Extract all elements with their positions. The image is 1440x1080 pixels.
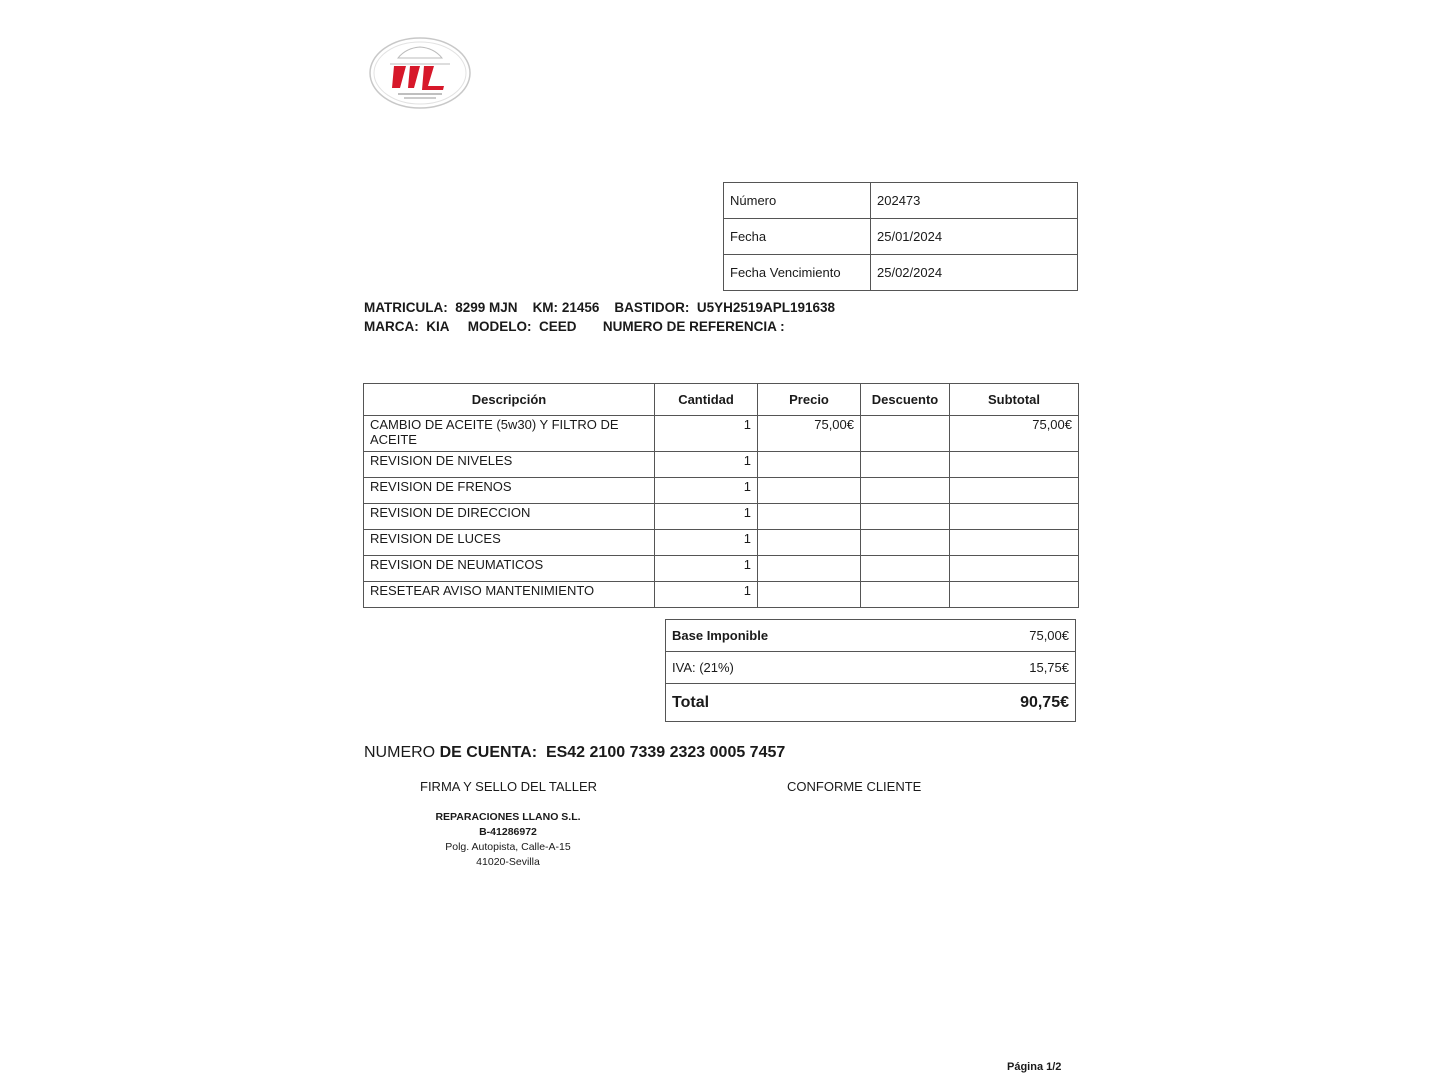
items-header-row bbox=[364, 384, 1079, 416]
marca-label: MARCA: bbox=[364, 319, 419, 334]
item-discount bbox=[861, 530, 950, 556]
item-price bbox=[758, 504, 861, 530]
matricula-value: 8299 MJN bbox=[455, 300, 518, 315]
item-qty: 1 bbox=[655, 478, 758, 504]
info-value: 202473 bbox=[871, 183, 1078, 219]
base-label: Base Imponible bbox=[666, 620, 919, 652]
item-price bbox=[758, 452, 861, 478]
table-row bbox=[364, 416, 1079, 452]
km-label: KM: bbox=[532, 300, 559, 315]
item-desc: RESETEAR AVISO MANTENIMIENTO bbox=[364, 582, 655, 608]
header-descripcion: Descripción bbox=[364, 384, 655, 416]
item-subtotal: 75,00€ bbox=[950, 416, 1079, 452]
item-price: 75,00€ bbox=[758, 416, 861, 452]
table-row bbox=[364, 504, 1079, 530]
item-discount bbox=[861, 582, 950, 608]
item-discount bbox=[861, 416, 950, 452]
company-name: REPARACIONES LLANO S.L. bbox=[435, 811, 581, 823]
company-stamp bbox=[430, 810, 586, 870]
company-address: Polg. Autopista, Calle-A-15 bbox=[445, 841, 571, 853]
km-value: 21456 bbox=[561, 300, 600, 315]
item-qty: 1 bbox=[655, 416, 758, 452]
totals-table bbox=[665, 619, 1076, 722]
header-descuento: Descuento bbox=[861, 384, 950, 416]
item-discount bbox=[861, 452, 950, 478]
item-desc: REVISION DE NIVELES bbox=[364, 452, 655, 478]
company-cif: B-41286972 bbox=[479, 826, 537, 838]
item-subtotal bbox=[950, 530, 1079, 556]
table-row bbox=[364, 452, 1079, 478]
item-qty: 1 bbox=[655, 452, 758, 478]
modelo-value: CEED bbox=[539, 319, 577, 334]
table-row bbox=[364, 582, 1079, 608]
item-subtotal bbox=[950, 452, 1079, 478]
vehicle-line-2 bbox=[364, 319, 785, 334]
item-qty: 1 bbox=[655, 556, 758, 582]
iva-label: IVA: (21%) bbox=[666, 652, 919, 684]
iva-value: 15,75€ bbox=[918, 652, 1076, 684]
item-qty: 1 bbox=[655, 530, 758, 556]
company-logo bbox=[368, 36, 472, 110]
vehicle-line-1 bbox=[364, 300, 835, 315]
bank-account bbox=[364, 744, 785, 762]
item-qty: 1 bbox=[655, 504, 758, 530]
marca-value: KIA bbox=[426, 319, 450, 334]
header-cantidad: Cantidad bbox=[655, 384, 758, 416]
matricula-label: MATRICULA: bbox=[364, 300, 448, 315]
info-value: 25/01/2024 bbox=[871, 219, 1078, 255]
account-label-plain: NUMERO bbox=[364, 744, 440, 761]
item-price bbox=[758, 530, 861, 556]
totals-row-iva bbox=[666, 652, 1076, 684]
item-subtotal bbox=[950, 556, 1079, 582]
bastidor-label: BASTIDOR: bbox=[614, 300, 690, 315]
item-subtotal bbox=[950, 504, 1079, 530]
item-price bbox=[758, 478, 861, 504]
totals-row-base bbox=[666, 620, 1076, 652]
info-label: Número bbox=[724, 183, 871, 219]
page-number: Página 1/2 bbox=[1007, 1061, 1062, 1073]
item-desc: REVISION DE NEUMATICOS bbox=[364, 556, 655, 582]
account-label-bold: DE CUENTA: bbox=[439, 744, 538, 761]
referencia-label: NUMERO DE REFERENCIA : bbox=[602, 319, 785, 334]
totals-row-total bbox=[666, 684, 1076, 722]
item-desc: REVISION DE FRENOS bbox=[364, 478, 655, 504]
item-discount bbox=[861, 478, 950, 504]
bastidor-value: U5YH2519APL191638 bbox=[696, 300, 835, 315]
item-subtotal bbox=[950, 478, 1079, 504]
item-discount bbox=[861, 504, 950, 530]
table-row bbox=[364, 556, 1079, 582]
invoice-info-table bbox=[723, 182, 1078, 291]
info-label: Fecha Vencimiento bbox=[724, 255, 871, 291]
item-desc: CAMBIO DE ACEITE (5w30) Y FILTRO DE ACEITE bbox=[364, 416, 655, 452]
info-row-fecha bbox=[724, 219, 1078, 255]
item-subtotal bbox=[950, 582, 1079, 608]
items-table bbox=[363, 383, 1079, 608]
account-iban: ES42 2100 7339 2323 0005 7457 bbox=[545, 744, 786, 761]
item-price bbox=[758, 556, 861, 582]
header-subtotal: Subtotal bbox=[950, 384, 1079, 416]
total-value: 90,75€ bbox=[918, 684, 1076, 722]
company-city: 41020-Sevilla bbox=[476, 856, 540, 868]
base-value: 75,00€ bbox=[918, 620, 1076, 652]
item-price bbox=[758, 582, 861, 608]
item-desc: REVISION DE LUCES bbox=[364, 530, 655, 556]
info-row-vencimiento bbox=[724, 255, 1078, 291]
table-row bbox=[364, 478, 1079, 504]
info-label: Fecha bbox=[724, 219, 871, 255]
header-precio: Precio bbox=[758, 384, 861, 416]
modelo-label: MODELO: bbox=[467, 319, 532, 334]
workshop-signature-label: FIRMA Y SELLO DEL TALLER bbox=[420, 779, 598, 794]
customer-signature-label: CONFORME CLIENTE bbox=[787, 779, 922, 794]
item-discount bbox=[861, 556, 950, 582]
item-desc: REVISION DE DIRECCION bbox=[364, 504, 655, 530]
total-label: Total bbox=[666, 684, 919, 722]
table-row bbox=[364, 530, 1079, 556]
info-value: 25/02/2024 bbox=[871, 255, 1078, 291]
item-qty: 1 bbox=[655, 582, 758, 608]
info-row-numero bbox=[724, 183, 1078, 219]
